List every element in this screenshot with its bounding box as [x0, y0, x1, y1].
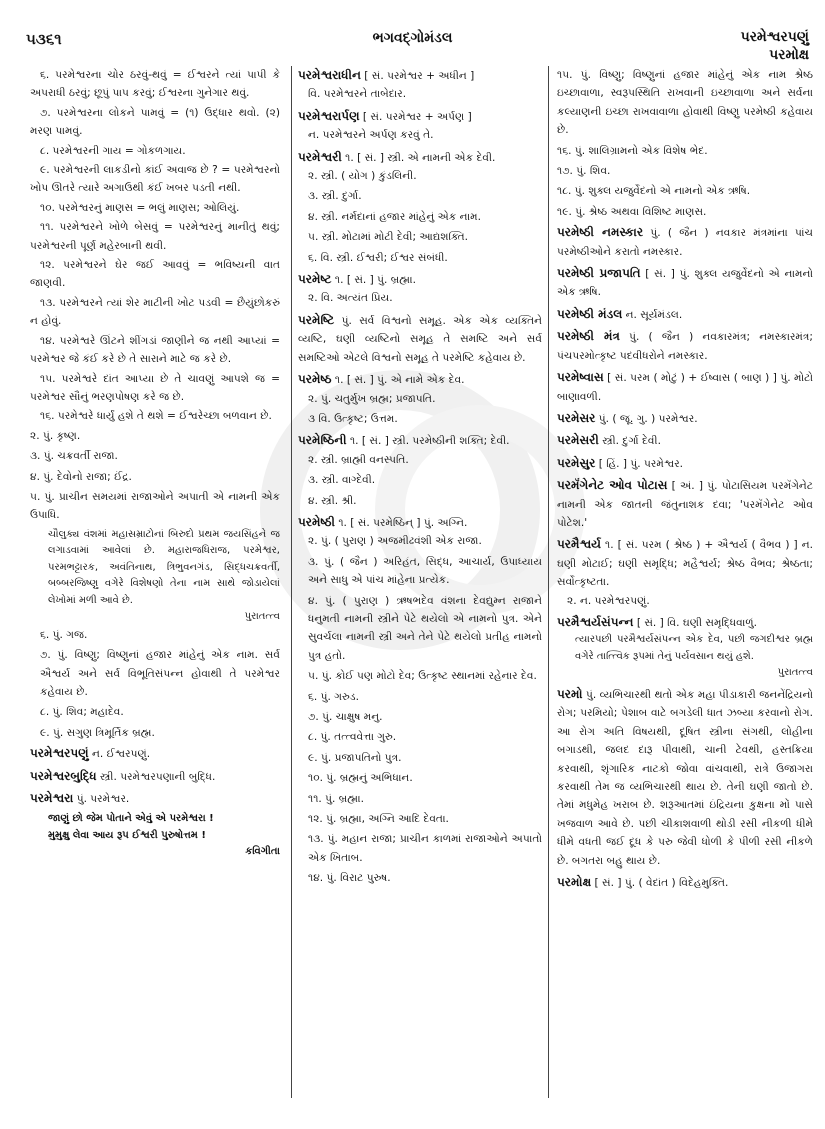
sense: ૧૨. પું. બ્રહ્મા, અગ્નિ આદિ દેવતા. — [308, 813, 449, 826]
definition: પું. સર્વ વિશ્વનો સમૂહ. એક એક વ્યક્તિને વ્યષ્ટિ, ઘણી વ્યષ્ટિનો સમૂહ તે સમષ્ટિ અને સર્વ સમષ્ટિઓ એટલે વિશ્વનો સમૂહ તે પરમેષ્ટિ કહેવાય છે. — [298, 314, 542, 364]
dictionary-entry — [298, 66, 542, 104]
headword: પરમેશ્વરાર્પણ — [298, 108, 360, 123]
definition: [ સં. ] પું. શુક્લ યજુર્વેદનો એ નામનો એક ઋષિ. — [557, 268, 813, 299]
headword: પરમૈશ્વર્યસંપન્ન — [557, 614, 634, 629]
dictionary-entry — [557, 454, 813, 473]
sense: ૩. પું. ( જૈન ) અરિહંત, સિદ્ધ, આચાર્ય, ઉપાધ્યાય અને સાધુ એ પાંચ માંહેના પ્રત્યેક. — [308, 555, 542, 587]
definition: [ સં. ] વિ. ઘણી સમૃદ્ધિવાળું. — [633, 616, 757, 629]
headword: પરમેષ્ઠ — [298, 372, 332, 387]
dictionary-entry — [557, 264, 813, 302]
sense: ૧૩. પું. મહાન રાજા; પ્રાચીન કાળમાં રાજાઓને અપાતો એક ખિતાબ. — [308, 833, 542, 864]
sense: ૩. પું. ચક્રવર્તી રાજા. — [30, 450, 118, 463]
definition: ૧. [ સં. પરમ ( શ્રેષ્ઠ ) + ઐશ્વર્ય ( વૈભવ ) ] ન. ઘણી મોટાઈ; ઘણી સમૃદ્ધિ; મહૈશ્વર્ય; શ્રેષ્ઠ વૈભવ; શ્રેષ્ઠતા; સર્વોત્કૃષ્ટતા. — [557, 539, 813, 589]
sense: ૪. પું. દેવોનો રાજા; ઈંદ્ર. — [30, 470, 132, 483]
citation-quote — [30, 527, 280, 626]
sense: ૧૯. પું. શ્રેષ્ઠ અથવા વિશિષ્ટ માણસ. — [557, 205, 707, 218]
dictionary-entry — [298, 107, 542, 145]
definition: ન. ઈશ્વરપણું. — [92, 748, 151, 761]
sense: ૮. પું. તત્ત્વવેત્તા ગુરુ. — [308, 731, 397, 744]
headword: પરમેશ્વરબુદ્ધિ — [30, 768, 97, 783]
quote-source: પુરાતત્ત્વ — [777, 667, 813, 679]
headword: પરમેશ્વરી — [298, 149, 342, 164]
headword: પરમેસુર — [557, 455, 596, 470]
headword: પરમેષ્ઠી મંત્ર — [557, 329, 620, 344]
definition: ૧. [ સં. ] પું. બ્રહ્મા. — [331, 274, 416, 287]
idiom: ૧૬. પરમેશ્વરે ધાર્યું હશે તે થશે = ઈશ્વરેચ્છા બળવાન છે. — [40, 410, 272, 423]
definition: [ સં. ] પું. ( વેદાંત ) વિદેહમુક્તિ. — [591, 876, 729, 889]
sense: ૬. પું. ગજ. — [40, 628, 88, 641]
dictionary-entry — [298, 148, 542, 267]
definition: સ્ત્રી. દુર્ગા દેવી. — [598, 435, 661, 448]
idiom: ૧૪. પરમેશ્વરે ઊંટને શીંગડાં જાણીને જ નથી આપ્યાં = પરમેશ્વર જે કંઈ કરે છે તે સારાને માટે જ કરે છે. — [30, 334, 280, 366]
sense: ન. પરમેશ્વરને અર્પણ કરવું તે. — [308, 129, 434, 142]
dictionary-entry — [298, 270, 542, 308]
quote-line: મુમુક્ષુ લેવા આય રૂપ ઈશ્વરી પુરુષોત્તમ ! — [48, 829, 206, 841]
headword: પરમેષ્ઠિની — [298, 433, 347, 448]
etymology: [ સં. પરમેશ્વર + અધીન ] — [360, 70, 475, 82]
definition: [ અં. ] પું. પોટાસિયમ પરમૅંગેનેટ નામની એક જાતની જંતુનાશક દવા; 'પરમૅંગેનેટ ઓવ પોટેશ.' — [557, 480, 813, 529]
sense: ૨. પું. ( પુરાણ ) અજમીઢવંશી એક રાજા. — [308, 535, 482, 548]
sense: ૧૧. પું. બ્રહ્મા. — [308, 792, 364, 805]
sense: ૩. સ્ત્રી. દુર્ગા. — [308, 190, 362, 203]
dictionary-entry — [30, 767, 280, 786]
definition: ૧. [ સં. પરમેષ્ઠિન્ ] પું. અગ્નિ. — [334, 516, 468, 529]
sense: ૩ વિ. ઉત્કૃષ્ટ; ઉત્તમ. — [308, 412, 398, 425]
sense: ૪. સ્ત્રી. શ્રી. — [308, 494, 357, 507]
definition: પું. વ્યભિચારથી થતો એક મહા પીડાકારી જનનેંદ્રિયનો રોગ; પરમિયો; પેશાબ વાટે બગડેલી ધાત ઝબ્યા કરવાનો રોગ. આ રોગ અતિ વિષયથી, દૂષિત સ્ત્રીના સંગથી, લોહીના બગાડથી, જલદ દારૂ પીવાથી, ચાની ટેવથી, હસ્તક્રિયા કરવાથી, શૃંગારિક નાટકો જોવા વાંચવાથી, રાત્રે ઉજાગરા કરવાથી તેમ જ વ્યભિચારથી થાય છે. તેની ઘણી જાતો છે. તેમાં મધુમેહ ખરાબ છે. શરૂઆતમાં ઇંદ્રિયના કુક્ષના મોં પાસે ખજવાળ આવે છે. પછી ચીકાશવાળી થોડી રસી નીકળી ધીમે ધીમે વધતી જઈ દૂધ કે પરુ જેવી ધોળી કે પીળી રસી નીકળે છે. બગતરા બહુ થાય છે. — [557, 688, 813, 867]
headword: પરમેશ્વરપણું — [30, 746, 89, 761]
sense: ૯. પું. સગુણ ત્રિમૂર્તિક બ્રહ્મ. — [40, 726, 155, 739]
headword: પરમેશ્વરાધીન — [298, 68, 361, 82]
dictionary-entry — [557, 368, 813, 406]
sense: વિ. પરમેશ્વરને તાબેદાર. — [308, 88, 407, 101]
citation-quote — [30, 811, 280, 861]
idiom: ૭. પરમેશ્વરના લોકને પામવું = (૧) ઉદ્ધાર થવો. (૨) મરણ પામવું. — [30, 106, 280, 138]
sense: ૪. સ્ત્રી. નર્મદાનાં હજાર માંહેનું એક નામ. — [308, 210, 481, 223]
sense: ૧૭. પું. શિવ. — [557, 165, 611, 178]
headword: પરમો — [557, 686, 583, 701]
sense: ૯. પું. પ્રજાપતિનો પુત્ર. — [308, 751, 402, 764]
headword: પરમેસરી — [557, 433, 599, 448]
definition: પું. પરમેશ્વર. — [76, 793, 130, 805]
dictionary-entry — [557, 873, 813, 892]
running-title: ભગવદ્ગોમંડલ — [372, 30, 453, 46]
dictionary-entry — [298, 311, 542, 367]
sense: ૧૮. પું. શુક્લ યજુર્વેદનો એ નામનો એક ઋષિ. — [557, 185, 751, 198]
dictionary-entry — [557, 476, 813, 532]
headword: પરમેષ્ટ — [298, 272, 332, 287]
sense: ૭. પું. ચાક્ષુષ મનુ. — [308, 711, 383, 723]
etymology: [ સં. પરમેશ્વર + અર્પણ ] — [359, 110, 472, 123]
sense: ૨. પું. કૃષ્ણ. — [30, 429, 81, 442]
sense: ૨. સ્ત્રી. બ્રાહ્મી વનસ્પતિ. — [308, 453, 409, 466]
definition: [ સં. પરમ ( મોટું ) + ઈષ્વાસ ( બાણ ) ] પું. મોટો બાણાવળી. — [557, 372, 813, 403]
sense: ૧૪. પું. વિરાટ પુરુષ. — [308, 872, 391, 885]
idiom: ૧૧. પરમેશ્વરને ખોળે બેસવું = પરમેશ્વરનું માનીતું થવું; પરમેશ્વરની પૂર્ણ મહેરબાની થવી. — [30, 221, 280, 252]
sense: ૫. પું. પ્રાચીન સમયમાં રાજાઓને અપાતી એ નામની એક ઉપાધિ. — [30, 490, 280, 522]
sense: ૨. પું. ચતુર્મુખ બ્રહ્મ; પ્રજાપતિ. — [308, 392, 436, 405]
idiom: ૬. પરમેશ્વરના ચોર ઠરવું-થવું = ઈશ્વરને ત્યાં પાપી કે અપરાધી ઠરવું; છૂપું પાપ કરવું; ઈશ્વરના ગુનેગાર થવું. — [30, 69, 280, 100]
sense: ૧૫. પું. વિષ્ણુ; વિષ્ણુનાં હજાર માંહેનું એક નામ શ્રેષ્ઠ ઇચ્છાવાળા, સ્વરૂપસ્થિતિ રાખવાની ઇચ્છાવાળા અને સર્વના કલ્યાણની ઇચ્છા રાખવાવાળા હોવાથી વિષ્ણુ પરમેષ્ઠી કહેવાય છે. — [557, 69, 813, 137]
definition: ન. સૂર્યમંડલ. — [622, 308, 683, 321]
left-column — [30, 66, 280, 861]
citation-quote — [557, 632, 813, 682]
sense: ૨. વિ. અત્યંત પ્રિય. — [308, 292, 393, 305]
idiom: ૧૫. પરમેશ્વરે દાંત આપ્યા છે તે ચાવણું આપશે જ = પરમેશ્વર સૌનું ભરણપોષણ કરે જ છે. — [30, 372, 280, 403]
headword: પરમૅંગેનેટ ઓવ પોટાસ — [557, 478, 668, 493]
headword: પરમેષ્વાસ — [557, 370, 604, 385]
definition: પું. ( જૈન ) નવકારમંત્ર; નમસ્કારમંત્ર; પંચપરમોત્કૃષ્ટ પદવીધરોને નમસ્કાર. — [557, 331, 813, 362]
sense: ૪. પું. ( પુરાણ ) ઋષભદેવ વંશના દેવદ્યુમ્ન રાજાને ધનુમતી નામની સ્ત્રીને પેટે થયેલો એ નામનો પુત્ર. એને સુવર્ચલા નામની સ્ત્રી અને તેને પેટે થયેલો પ્રતીહ નામનો પુત્ર હતો. — [308, 594, 542, 662]
sense: ૫. સ્ત્રી. મોટામાં મોટી દેવી; આદ્યશક્તિ. — [308, 231, 469, 244]
definition: [ હિં. ] પું. પરમેશ્વર. — [595, 457, 684, 470]
middle-column — [291, 66, 549, 1098]
dictionary-entry — [557, 431, 813, 450]
right-column — [557, 66, 813, 895]
definition: પું. ( જૂ. ગુ. ) પરમેશ્વર. — [595, 412, 698, 425]
headword: પરમેષ્ઠી મંડલ — [557, 306, 623, 321]
definition: પું. ( જૈન ) નવકાર મંત્રમાંના પાંચ પરમેષ્ઠીઓને કરાતો નમસ્કાર. — [557, 227, 813, 258]
dictionary-entry — [30, 744, 280, 763]
idiom: ૧૦. પરમેશ્વરનું માણસ = ભલું માણસ; ઓલિયું. — [40, 201, 240, 214]
dictionary-entry — [298, 513, 542, 888]
quote-source: કવિગીતા — [245, 846, 280, 858]
sense: ૬. વિ. સ્ત્રી. ઈશ્વરી; ઈશ્વર સંબંધી. — [308, 251, 448, 264]
dictionary-entry — [557, 327, 813, 365]
guide-words — [741, 28, 809, 64]
definition: ૧. [ સં. ] સ્ત્રી. એ નામની એક દેવી. — [341, 151, 496, 164]
dictionary-entry — [557, 535, 813, 610]
dictionary-entry — [557, 223, 813, 261]
sense: ૮. પું. શિવ; મહાદેવ. — [40, 706, 124, 719]
headword: પરમેષ્ટિ — [298, 312, 335, 327]
dictionary-entry — [557, 409, 813, 428]
page-header — [0, 24, 825, 64]
definition: ૧. [ સં. ] પું. એ નામે એક દેવ. — [331, 374, 465, 387]
dictionary-entry — [557, 305, 813, 324]
headword: પરમોક્ષ — [557, 874, 592, 889]
headword: પરમેસર — [557, 410, 596, 425]
sense: ૨. સ્ત્રી. ( યોગ ) કુંડલિની. — [308, 170, 417, 183]
dictionary-entry — [298, 431, 542, 510]
sense: ૭. પું. વિષ્ણુ; વિષ્ણુનાં હજાર માંહેનું એક નામ. સર્વ ઐશ્વર્ય અને સર્વ વિભૂતિસંપન્ન હોવાથી તે પરમેશ્વર કહેવાય છે. — [40, 649, 280, 698]
headword: પરમેષ્ઠી નમસ્કાર — [557, 225, 644, 240]
headword: પરમેષ્ઠી — [298, 514, 335, 529]
dictionary-entry — [30, 789, 280, 808]
sense: ૩. સ્ત્રી. વાગ્દેવી. — [308, 474, 376, 487]
idiom: ૧૩. પરમેશ્વરને ત્યાં શેર માટીની ખોટ પડવી = છૈયુંછોકરું ન હોવું. — [30, 296, 280, 328]
page-number: ૫૩૬૧ — [26, 30, 62, 48]
quote-text: ચૌલુક્ય વંશમાં મહાસમ્રાટોનાં બિરુદો પ્રથમ જયસિંહને જ લગાડવામાં આવેલાં છે. મહારાજધિરાજ, પરમેશ્વર, પરમભટ્ટારક, અવંતિનાથ, ત્રિભુવનગંડ, સિદ્ધચક્રવર્તી, બબ્બરજિષ્ણુ વગેરે વિશેષણો તેના નામ સાથે જોડાયેલાં લેખોમાં મળી આવે છે. — [48, 528, 280, 606]
idiom: ૮. પરમેશ્વરની ગાય = ગોકળગાય. — [40, 144, 186, 157]
quote-line: જાણું છો જેમ પોતાને એવું એ પરમેશ્વરા ! — [48, 813, 214, 825]
dictionary-entry — [298, 370, 542, 428]
sense: ૨. ન. પરમેશ્વરપણું. — [567, 594, 650, 607]
quote-text: ત્યારપછી પરમૈશ્વર્યસંપન્ન એક દેવ, પછી જગદીશ્વર બ્રહ્મ વગેરે તાત્ત્વિક રૂપમાં તેનું પર્યવસાન થયું હશે. — [575, 634, 813, 662]
dictionary-entry — [557, 685, 813, 870]
headword: પરમેશ્વરા — [30, 791, 74, 805]
guide-word-last: પરમોક્ષ — [769, 47, 809, 63]
idiom: ૯. પરમેશ્વરની લાકડીનો કાંઈ અવાજ છે ? = પરમેશ્વરનો ખોપ ઊતરે ત્યારે અગાઉથી કંઈ ખબર પડતી નથી. — [30, 164, 280, 195]
sense: ૬. પું. ગરુડ. — [308, 690, 359, 703]
sense: ૫. પું. કોઈ પણ મોટો દેવ; ઉત્કૃષ્ટ સ્થાનમાં રહેનાર દેવ. — [308, 670, 537, 683]
sense: ૧૦. પું. બ્રહ્મનું અભિધાન. — [308, 772, 413, 785]
headword: પરમૈશ્વર્ય — [557, 537, 601, 552]
sense: ૧૬. પું. શાલિગ્રામનો એક વિશેષ ભેદ. — [557, 144, 708, 157]
quote-source: પુરાતત્ત્વ — [244, 611, 280, 623]
dictionary-entry — [557, 613, 813, 682]
definition: સ્ત્રી. પરમેશ્વરપણાની બુદ્ધિ. — [100, 770, 216, 783]
idiom: ૧૨. પરમેશ્વરને ઘેર જઈ આવવું = ભવિષ્યની વાત જાણવી. — [30, 259, 280, 290]
guide-word-first: પરમેશ્વરપણું — [740, 29, 809, 45]
headword: પરમેષ્ઠી પ્રજાપતિ — [557, 266, 641, 281]
definition: ૧. [ સં. ] સ્ત્રી. પરમેષ્ઠીની શક્તિ; દેવી. — [346, 435, 510, 448]
